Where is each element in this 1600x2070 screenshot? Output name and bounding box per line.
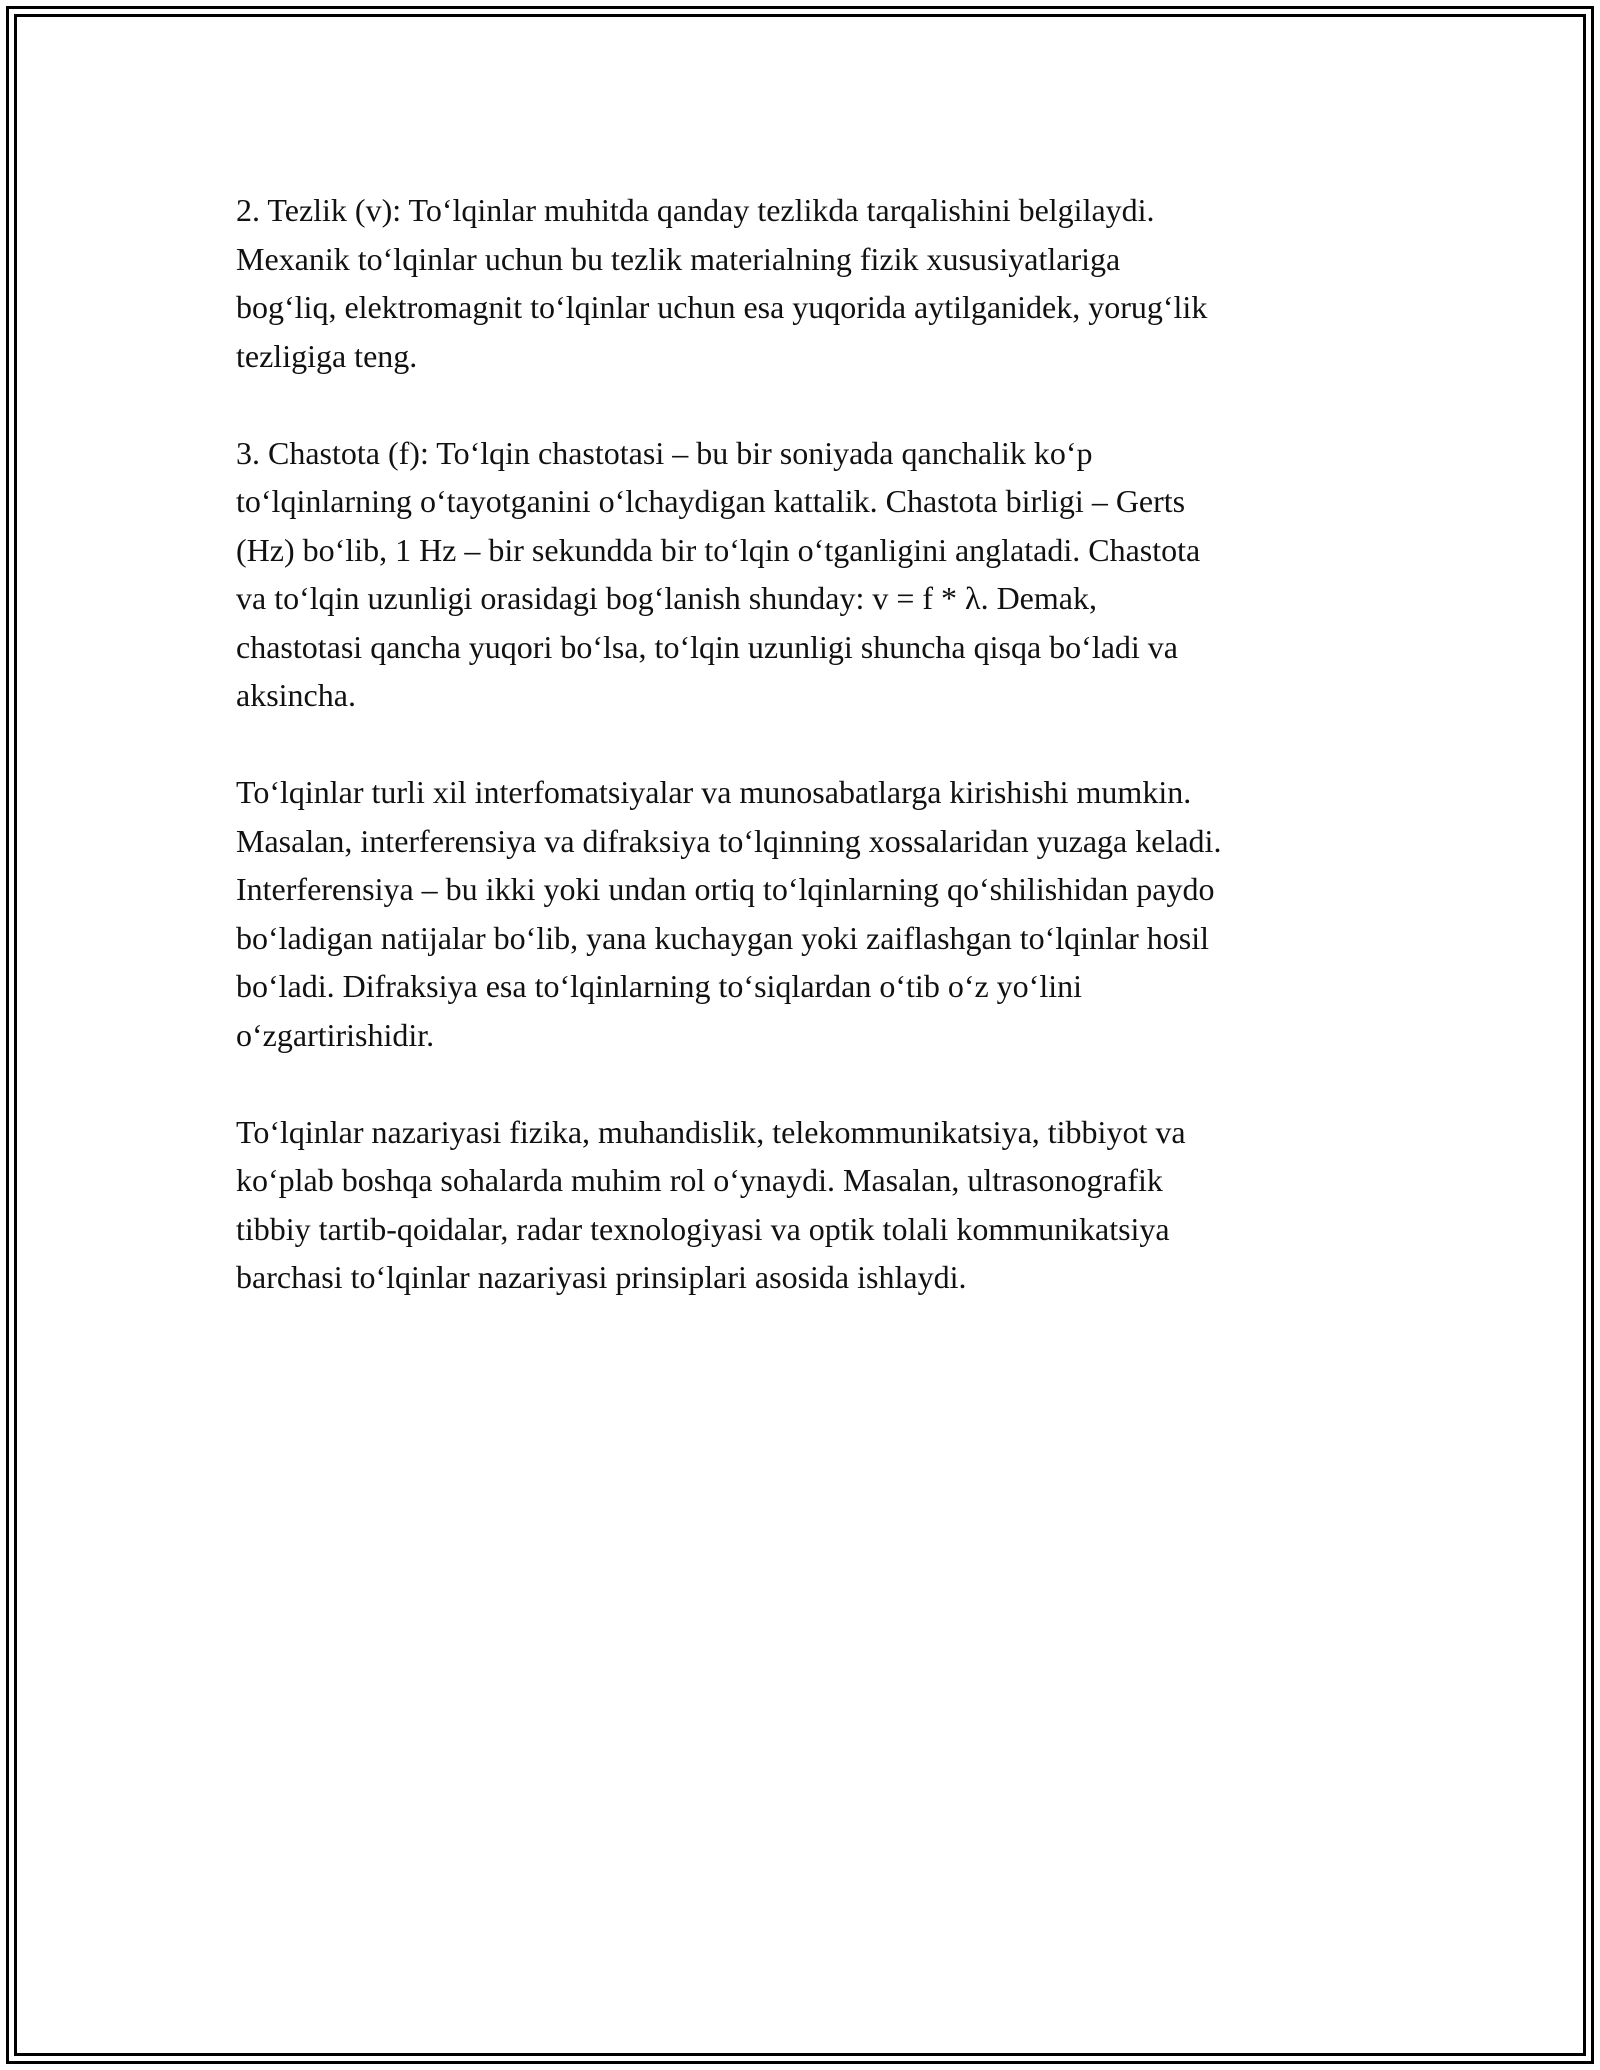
paragraph-applications: To‘lqinlar nazariyasi fizika, muhandislik, telekommunikatsiya, tibbiyot va ko‘plab boshqa sohalarda muhim rol o‘ynaydi. Masalan, ultrasonografik tibbiy tartib-qoidalar, radar texnologiyasi va optik tolali kommunikatsiya barchasi to‘lqinlar nazariyasi prinsiplari asosida ishlaydi. (236, 1113, 1186, 1295)
paragraph-frequency: 3. Chastota (f): To‘lqin chastotasi – bu bir soniyada qanchalik ko‘p to‘lqinlarning o‘tayotganini o‘lchaydigan kattalik. Chastota birligi – Gerts (Hz) bo‘lib, 1 Hz – bir sekundda bir to‘lqin o‘tganligini anglatadi. Chastota va to‘lqin uzunligi orasidagi bog‘lanish shunday: v = f * λ. Demak, chastotasi qancha yuqori bo‘lsa, to‘lqin uzunligi shuncha qisqa bo‘ladi va aksincha. (236, 434, 1201, 713)
document-body (236, 186, 1376, 1350)
paragraph-interference: To‘lqinlar turli xil interfomatsiyalar va munosabatlarga kirishishi mumkin. Masalan, interferensiya va difraksiya to‘lqinning xossalaridan yuzaga keladi. Interferensiya – bu ikki yoki undan ortiq to‘lqinlarning qo‘shilishidan paydo bo‘ladigan natijalar bo‘lib, yana kuchaygan yoki zaiflashgan to‘lqinlar hosil bo‘ladi. Difraksiya esa to‘lqinlarning to‘siqlardan o‘tib o‘z yo‘lini o‘zgartirishidir. (236, 774, 1222, 1053)
paragraph-speed: 2. Tezlik (v): To‘lqinlar muhitda qanday tezlikda tarqalishini belgilaydi. Mexanik to‘lqinlar uchun bu tezlik materialning fizik xususiyatlariga bog‘liq, elektromagnit to‘lqinlar uchun esa yuqorida aytilganidek, yorug‘lik tezligiga teng. (236, 192, 1208, 374)
